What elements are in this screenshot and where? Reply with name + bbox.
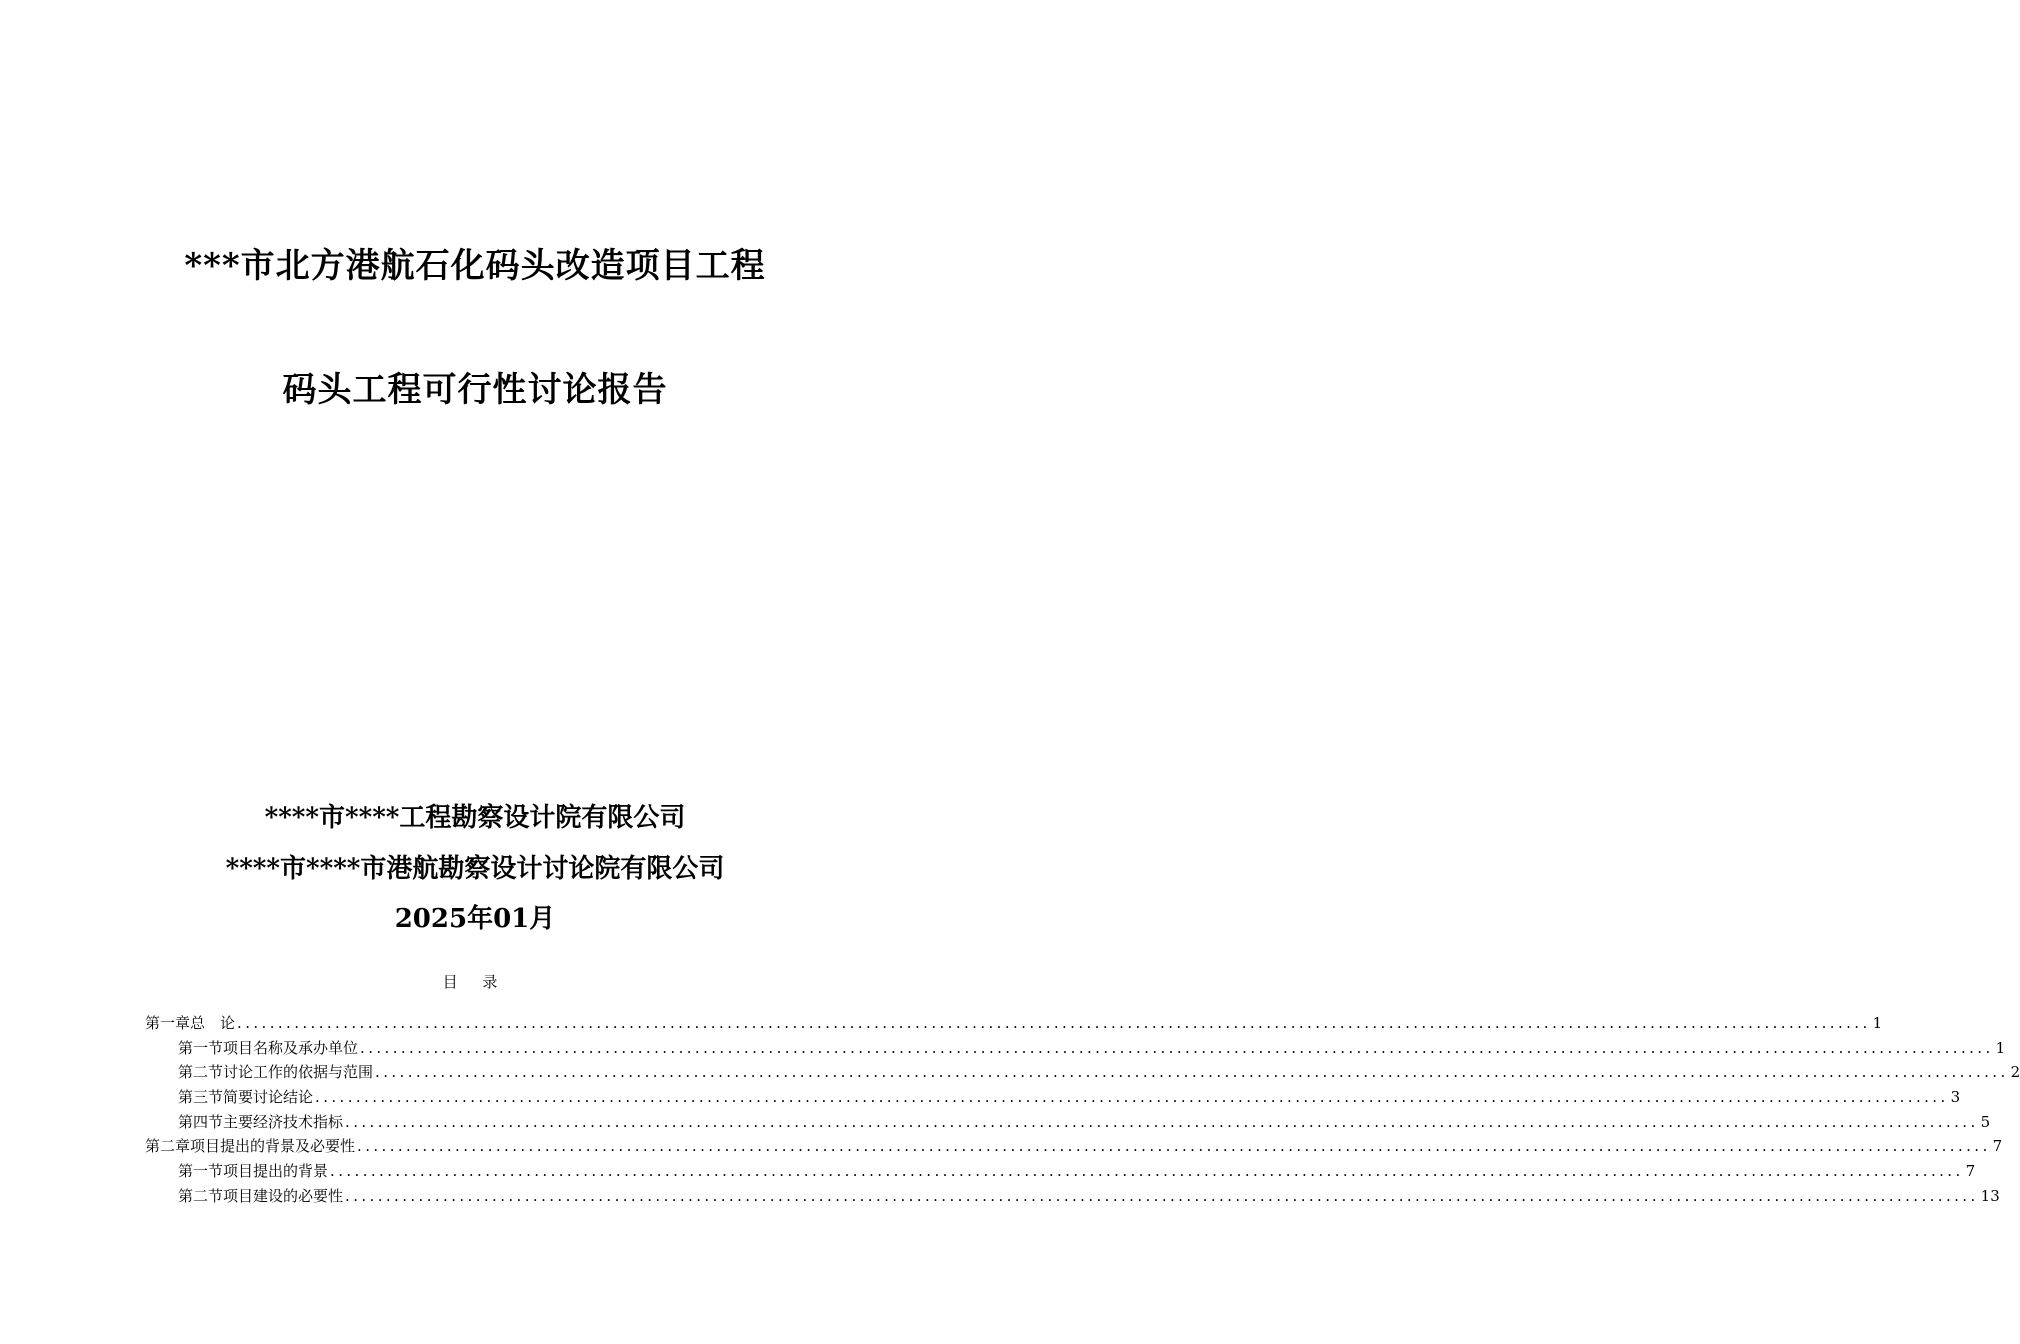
toc-dot-leader: ........................................................................................................................................................................................................ [315, 1088, 1949, 1107]
toc-entry-number: 第一节 [178, 1162, 224, 1181]
toc-entry-title: 项目名称及承办单位 [223, 1038, 359, 1057]
document-title-line-1: ***市北方港航石化码头改造项目工程 [184, 246, 766, 286]
toc-entry-title: 讨论工作的依据与范围 [223, 1063, 374, 1082]
toc-entry-page: 1 [1995, 1038, 2006, 1057]
toc-entry-number: 第一章 [145, 1014, 191, 1032]
toc-dot-leader: ........................................................................................................................................................................................................ [357, 1137, 1991, 1156]
toc-entry[interactable] [145, 1012, 1883, 1037]
toc-entry-title: 总 论 [190, 1014, 236, 1032]
toc-entry-page: 3 [1950, 1088, 1961, 1107]
toc-entry[interactable] [145, 1086, 1961, 1111]
toc-dot-leader: ........................................................................................................................................................................................................ [345, 1186, 1979, 1205]
toc-entry[interactable] [145, 1061, 2020, 1086]
toc-entry[interactable] [145, 1111, 1991, 1136]
toc-entry-page: 1 [1872, 1014, 1883, 1032]
toc-entry-title: 项目建设的必要性 [223, 1186, 344, 1205]
document-title-line-2: 码头工程可行性讨论报告 [282, 370, 668, 410]
toc-dot-leader: ........................................................................................................................................................................................................ [360, 1038, 1994, 1057]
toc-entry-number: 第二章 [145, 1137, 191, 1156]
toc-entry-number: 第二节 [178, 1186, 224, 1205]
toc-entry-title: 主要经济技术指标 [223, 1112, 344, 1131]
toc-dot-leader: ........................................................................................................................................................................................................ [330, 1162, 1964, 1181]
organization-line-1: ****市****工程勘察设计院有限公司 [264, 803, 686, 833]
toc-entry-number: 第二节 [178, 1063, 224, 1082]
toc-entry-page: 2 [2010, 1063, 2020, 1082]
toc-entry[interactable] [145, 1135, 2003, 1160]
toc-entry-page: 7 [1992, 1137, 2003, 1156]
toc-entry[interactable] [145, 1160, 1976, 1185]
table-of-contents [145, 1012, 2020, 1210]
toc-entry-page: 13 [1980, 1186, 2000, 1205]
toc-dot-leader: ........................................................................................................................................................................................................ [237, 1014, 1871, 1032]
toc-heading: 目 录 [442, 973, 508, 991]
toc-entry-title: 项目提出的背景及必要性 [190, 1137, 356, 1156]
publication-date: 2025年01月 [394, 904, 556, 934]
organization-line-2: ****市****市港航勘察设计讨论院有限公司 [225, 854, 725, 884]
toc-entry[interactable] [145, 1037, 2006, 1062]
toc-dot-leader: ........................................................................................................................................................................................................ [345, 1112, 1979, 1131]
toc-entry-number: 第四节 [178, 1112, 224, 1131]
toc-entry[interactable] [145, 1185, 2000, 1210]
toc-entry-number: 第三节 [178, 1088, 224, 1107]
toc-entry-title: 简要讨论结论 [223, 1088, 314, 1107]
toc-dot-leader: ........................................................................................................................................................................................................ [375, 1063, 2009, 1082]
toc-entry-page: 5 [1980, 1112, 1991, 1131]
toc-entry-number: 第一节 [178, 1038, 224, 1057]
toc-entry-title: 项目提出的背景 [223, 1162, 329, 1181]
toc-entry-page: 7 [1965, 1162, 1976, 1181]
